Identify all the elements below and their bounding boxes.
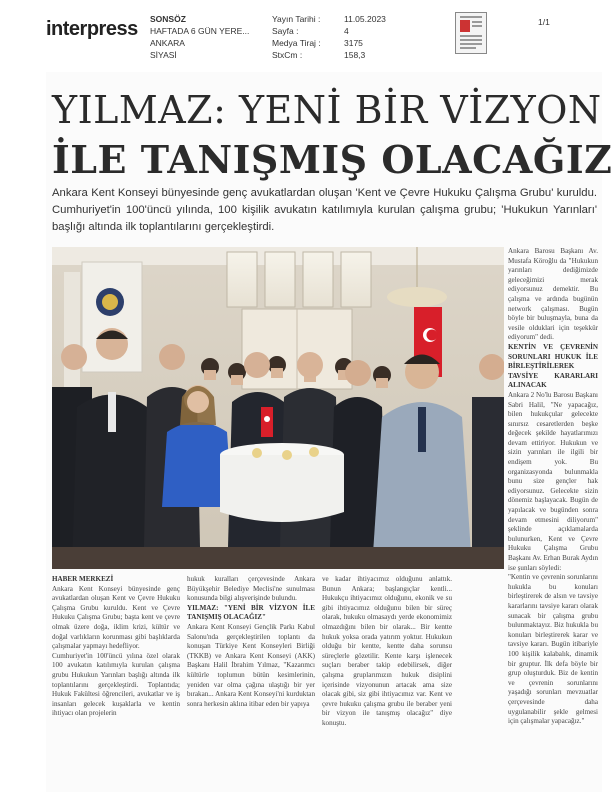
meta-values — [344, 13, 386, 61]
article-column-2 — [187, 575, 315, 709]
value-date: 11.05.2023 — [344, 14, 386, 24]
byline: HABER MERKEZİ — [52, 575, 114, 583]
headline-line-1: YILMAZ: YENİ BİR VİZYON — [52, 88, 602, 132]
page-count: 1/1 — [538, 17, 550, 27]
value-page: 4 — [344, 26, 349, 36]
meta-labels — [272, 13, 321, 61]
col4-paragraph-1: Ankara Barosu Başkanı Av. Mustafa Köroğlu da "Hukukun yarınları dediğimizde geleceğimizi merak ediyorsunuz demektir. Bu çalışma ve ardında bugünün network çalışması. Bugün böyle bir buluşmayla, buna da vesile olduklari için teşekkür ediyorum" dedi. — [508, 247, 598, 342]
publication-info — [150, 13, 249, 61]
label-date: Yayın Tarihi : — [272, 14, 321, 24]
col1-paragraph-1: Ankara Kent Konseyi bünyesinde genç avukatlardan oluşan Kent ve Çevre Hukuku Çalışma Grubu kuruldu. Kent ve Çevre Hukuku Çalışma Grubu; başta kent ve çevre olmak üzere doğa, iklim krizi, kültür ve doğal varlıkların korunması gibi başlıklarda çalışmalar yapmayı hedefliyor. — [52, 584, 180, 651]
col1-paragraph-2: Cumhuriyet'in 100'üncü yılına özel olarak 100 avukatın katılımıyla kurulan çalışma grubu Hukukun Yarınları başlığı altında ilk toplantılarını gerçekleştirdi. Toplantıda; Hukuk Fakültesi öğrencileri, avukatlar ve iş insanları gelecek kuşaklarla ve kentin ihtiyacı olan projelerin — [52, 651, 180, 718]
publication-city: ANKARA — [150, 38, 185, 48]
article-column-4 — [508, 247, 598, 727]
interpress-logo: interpress — [46, 18, 138, 40]
col2-paragraph-1: hukuk kuralları çerçevesinde Ankara Büyükşehir Belediye Meclisi'ne sunulması konusunda bilgi alışverişinde bulundu. — [187, 575, 315, 603]
group-photo — [52, 247, 504, 569]
col3-paragraph-1: ve kadar ihtiyacımız olduğunu anlattık. Bunun Ankara; başlangıçlar kentli... Hukukçu ihtiyacımız olduğunu, ekonik ve su gibi ihtiyacımız olduğunu bilen bir süreç olarak, hukuku olmasaydı yerde ekonomimiz olmazdığını bilen bir olarak... Bir kentte hukuk yoksa orada yatırım yoktur. Hukukun olduğu bir kentte, kentte daha sorunsu süreçlerle gözetilir. Kente karşı işlenecek suçları beraber takip edebilirsek, diğer çalışma gruplarımızın hukuk disiplini içerisinde vizyonunun artacak ama size olacak gibi, siz gibi ihtiyacımız var. Kent ve çevre hukuku çalışma grubu ile beraber yeni bir vizyon ile tanışmış olacağız" diye konuştu. — [322, 575, 452, 727]
col4-paragraph-2: Ankara 2 No'lu Barosu Başkanı Sabri Halil, "Ne yapacağız, bilen hukukçular gelecekte sınırsız cesaretlerden beşke değecek şekilde hayatlarımızı devam ettiriyor. Hukukun ve sizin yarınları ile ilgili bir endişem yok. Bu organizasyonda bulunmakla bunu size gençler hak ediyorsunuz. Gelecekte sizin dönemiz başlayacak. Bugün de yapılacak ve bugünden sonra devam etmesini diliyorum" şeklinde açıklamalarda bulunurken, Kent ve Çevre Hukuku Çalışma Grubu Başkanı Av. Erhan Burak Aydın ise şunları söyledi: — [508, 390, 598, 572]
group-photo-illustration — [52, 247, 504, 569]
page-thumbnail[interactable] — [455, 12, 487, 54]
newspaper-clipping — [46, 72, 612, 792]
publication-name: SONSÖZ — [150, 14, 186, 24]
article-column-3 — [322, 575, 452, 729]
publication-category: SİYASİ — [150, 50, 177, 60]
col2-paragraph-2: Ankara Kent Konseyi Gençlik Parkı Kabul Salonu'nda gerçekleştirilen toplantı da konuşan Türkiye Kent Konseyleri Birliği (TKKB) ve Ankara Kent Konseyi (AKK) Başkanı Halil İbrahim Yılmaz, "Kazanmcı kültürle toplumun bütün kesimlerinin, yeniden var olma çağına ulaştığı bir yer bırakan... Ankara Kent Konseyi'ni kurduktan sonra herkesin aklına itibar eden bir yapıya — [187, 622, 315, 708]
value-circulation: 3175 — [344, 38, 363, 48]
article-column-1 — [52, 575, 180, 719]
col4-paragraph-3: "Kentin ve çevrenin sorunlarını hukukla bu konuları birleştirerek de alsın ve tavsiye kararlarını tavsiye kararı olarak sunacak bir çalışma grubu bulunmaktayız. Biz hukukla bu konuları birleştirerek karar ve tavsiye kararı. Bugün itibariyle 100 kişilik kalabalık, dinamik bir gruptur. İlk defa böyle bir grup oluşturduk. Biz de kentin ve çevrenin sorunlarını yaşadığı sorunları mevzuatlar çerçevesinde daha uygulanabilir şekle gelmesi için çalışmalar yapacağız." — [508, 573, 598, 726]
value-stxcm: 158,3 — [344, 50, 366, 60]
lead-paragraph: Ankara Kent Konseyi bünyesinde genç avukatlardan oluşan 'Kent ve Çevre Hukuku Çalışma Grubu' kuruldu. Cumhuriyet'in 100'üncü yılında, 100 kişilik avukatın katılımıyla kurulan çalışma grubu; 'Hukukun Yarınları' başlığı altında ilk toplantılarını gerçekleştirdi. — [52, 187, 597, 233]
label-stxcm: StxCm : — [272, 50, 303, 60]
subheading-yilmaz: YILMAZ: "YENİ BİR VİZYON İLE TANIŞMIŞ OLACAĞIZ" — [187, 603, 315, 622]
clipping-header — [0, 0, 612, 80]
label-page: Sayfa : — [272, 26, 299, 36]
publication-frequency: HAFTADA 6 GÜN YERE... — [150, 26, 250, 36]
label-circulation: Medya Tiraj : — [272, 38, 321, 48]
subheading-kentin: KENTİN VE ÇEVRENİN SORUNLARI HUKUK İLE BİRLEŞTİRİLEREK TAVSİYE KARARLARI ALINACAK — [508, 342, 598, 390]
headline-line-2: İLE TANIŞMIŞ OLACAĞIZ — [52, 137, 612, 182]
